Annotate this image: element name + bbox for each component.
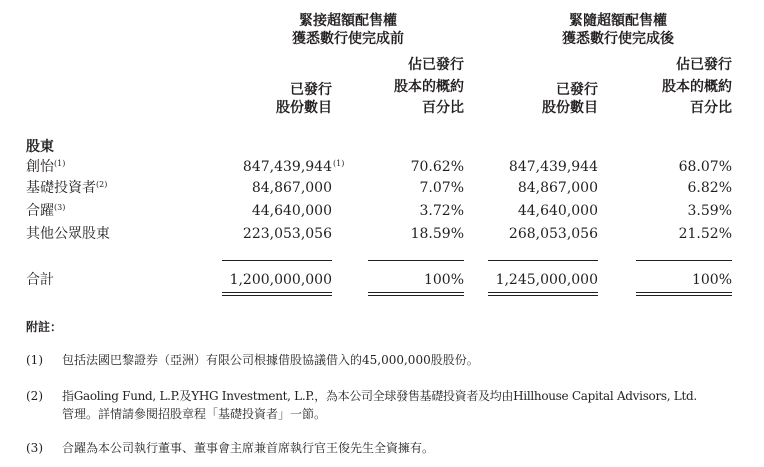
double-rule-total-shares-after-2 xyxy=(488,295,598,296)
double-rule-total-shares-after-1 xyxy=(488,292,598,293)
note-text: 指Gaoling Fund, L.P.及YHG Investment, L.P.，為本公司全球發售基礎投資者及均由Hillhouse Capital Advisors, Ltd. xyxy=(62,389,697,403)
notes-title: 附註： xyxy=(26,320,63,334)
total-pct-before: 100% xyxy=(423,272,464,288)
double-rule-total-pct-before-2 xyxy=(368,295,464,296)
col-shares-before-line2: 股份數目 xyxy=(276,100,332,116)
note-text: 管理。詳情請參閱招股章程「基礎投資者」一節。 xyxy=(62,407,327,421)
table-cell-shares-after: 84,867,000 xyxy=(517,180,598,196)
rule-above-total-shares-after xyxy=(488,260,598,261)
col-pct-before-line3: 百分比 xyxy=(422,100,464,116)
table-cell-pct-before: 7.07% xyxy=(419,180,464,196)
table-row-name: 合躍$^{(3)}$ xyxy=(26,203,66,219)
group-header-after-line2: 獲悉數行使完成後 xyxy=(562,31,674,47)
table-cell-shares-before: 84,867,000 xyxy=(251,180,332,196)
table-cell-pct-before: 18.59% xyxy=(410,226,464,242)
total-pct-after: 100% xyxy=(691,272,732,288)
table-cell-shares-before: 847,439,944 (1) xyxy=(242,159,345,175)
col-pct-after-line3: 百分比 xyxy=(690,100,732,116)
table-row-name: 創怡$^{(1)}$ xyxy=(26,159,66,175)
double-rule-total-pct-before-1 xyxy=(368,292,464,293)
table-cell-pct-after: 68.07% xyxy=(678,159,732,175)
note-number: (3) xyxy=(26,441,43,455)
group-header-before-line1: 緊接超額配售權 xyxy=(299,13,397,29)
col-shares-after-line1: 已發行 xyxy=(556,82,598,98)
rule-above-total-shares-before xyxy=(222,260,332,261)
total-label: 合計 xyxy=(26,272,54,288)
table-cell-shares-after: 268,053,056 xyxy=(508,226,598,242)
group-header-after-line1: 緊隨超額配售權 xyxy=(569,13,667,29)
note-text: 包括法國巴黎證券（亞洲）有限公司根據借股協議借入的45,000,000股股份。 xyxy=(62,353,479,367)
table-cell-pct-after: 6.82% xyxy=(687,180,732,196)
rule-above-total-pct-after xyxy=(636,260,732,261)
table-cell-pct-after: 3.59% xyxy=(687,203,732,219)
table-cell-pct-after: 21.52% xyxy=(678,226,732,242)
table-row-name: 基礎投資者$^{(2)}$ xyxy=(26,180,108,196)
section-label-shareholders: 股東 xyxy=(26,139,54,155)
table-row-name: 其他公眾股東 xyxy=(26,226,110,242)
double-rule-total-shares-before-1 xyxy=(222,292,332,293)
total-shares-after: 1,245,000,000 xyxy=(495,272,598,288)
col-pct-after-line2: 股本的概約 xyxy=(662,79,732,95)
table-cell-shares-before: 223,053,056 xyxy=(242,226,332,242)
col-shares-after-line2: 股份數目 xyxy=(542,100,598,116)
rule-above-total-pct-before xyxy=(368,260,464,261)
col-shares-before-line1: 已發行 xyxy=(290,82,332,98)
note-number: (1) xyxy=(26,353,43,367)
double-rule-total-shares-before-2 xyxy=(222,295,332,296)
note-text: 合躍為本公司執行董事、董事會主席兼首席執行官王俊先生全資擁有。 xyxy=(62,441,435,455)
col-pct-before-line1: 佔已發行 xyxy=(408,57,464,73)
table-cell-shares-after: 847,439,944 xyxy=(508,159,598,175)
col-pct-before-line2: 股本的概約 xyxy=(394,79,464,95)
double-rule-total-pct-after-2 xyxy=(636,295,732,296)
note-number: (2) xyxy=(26,389,43,403)
group-header-before-line2: 獲悉數行使完成前 xyxy=(292,31,404,47)
total-shares-before: 1,200,000,000 xyxy=(229,272,332,288)
table-cell-shares-before: 44,640,000 xyxy=(251,203,332,219)
table-cell-pct-before: 3.72% xyxy=(419,203,464,219)
table-cell-shares-after: 44,640,000 xyxy=(517,203,598,219)
table-cell-pct-before: 70.62% xyxy=(410,159,464,175)
double-rule-total-pct-after-1 xyxy=(636,292,732,293)
col-pct-after-line1: 佔已發行 xyxy=(676,57,732,73)
